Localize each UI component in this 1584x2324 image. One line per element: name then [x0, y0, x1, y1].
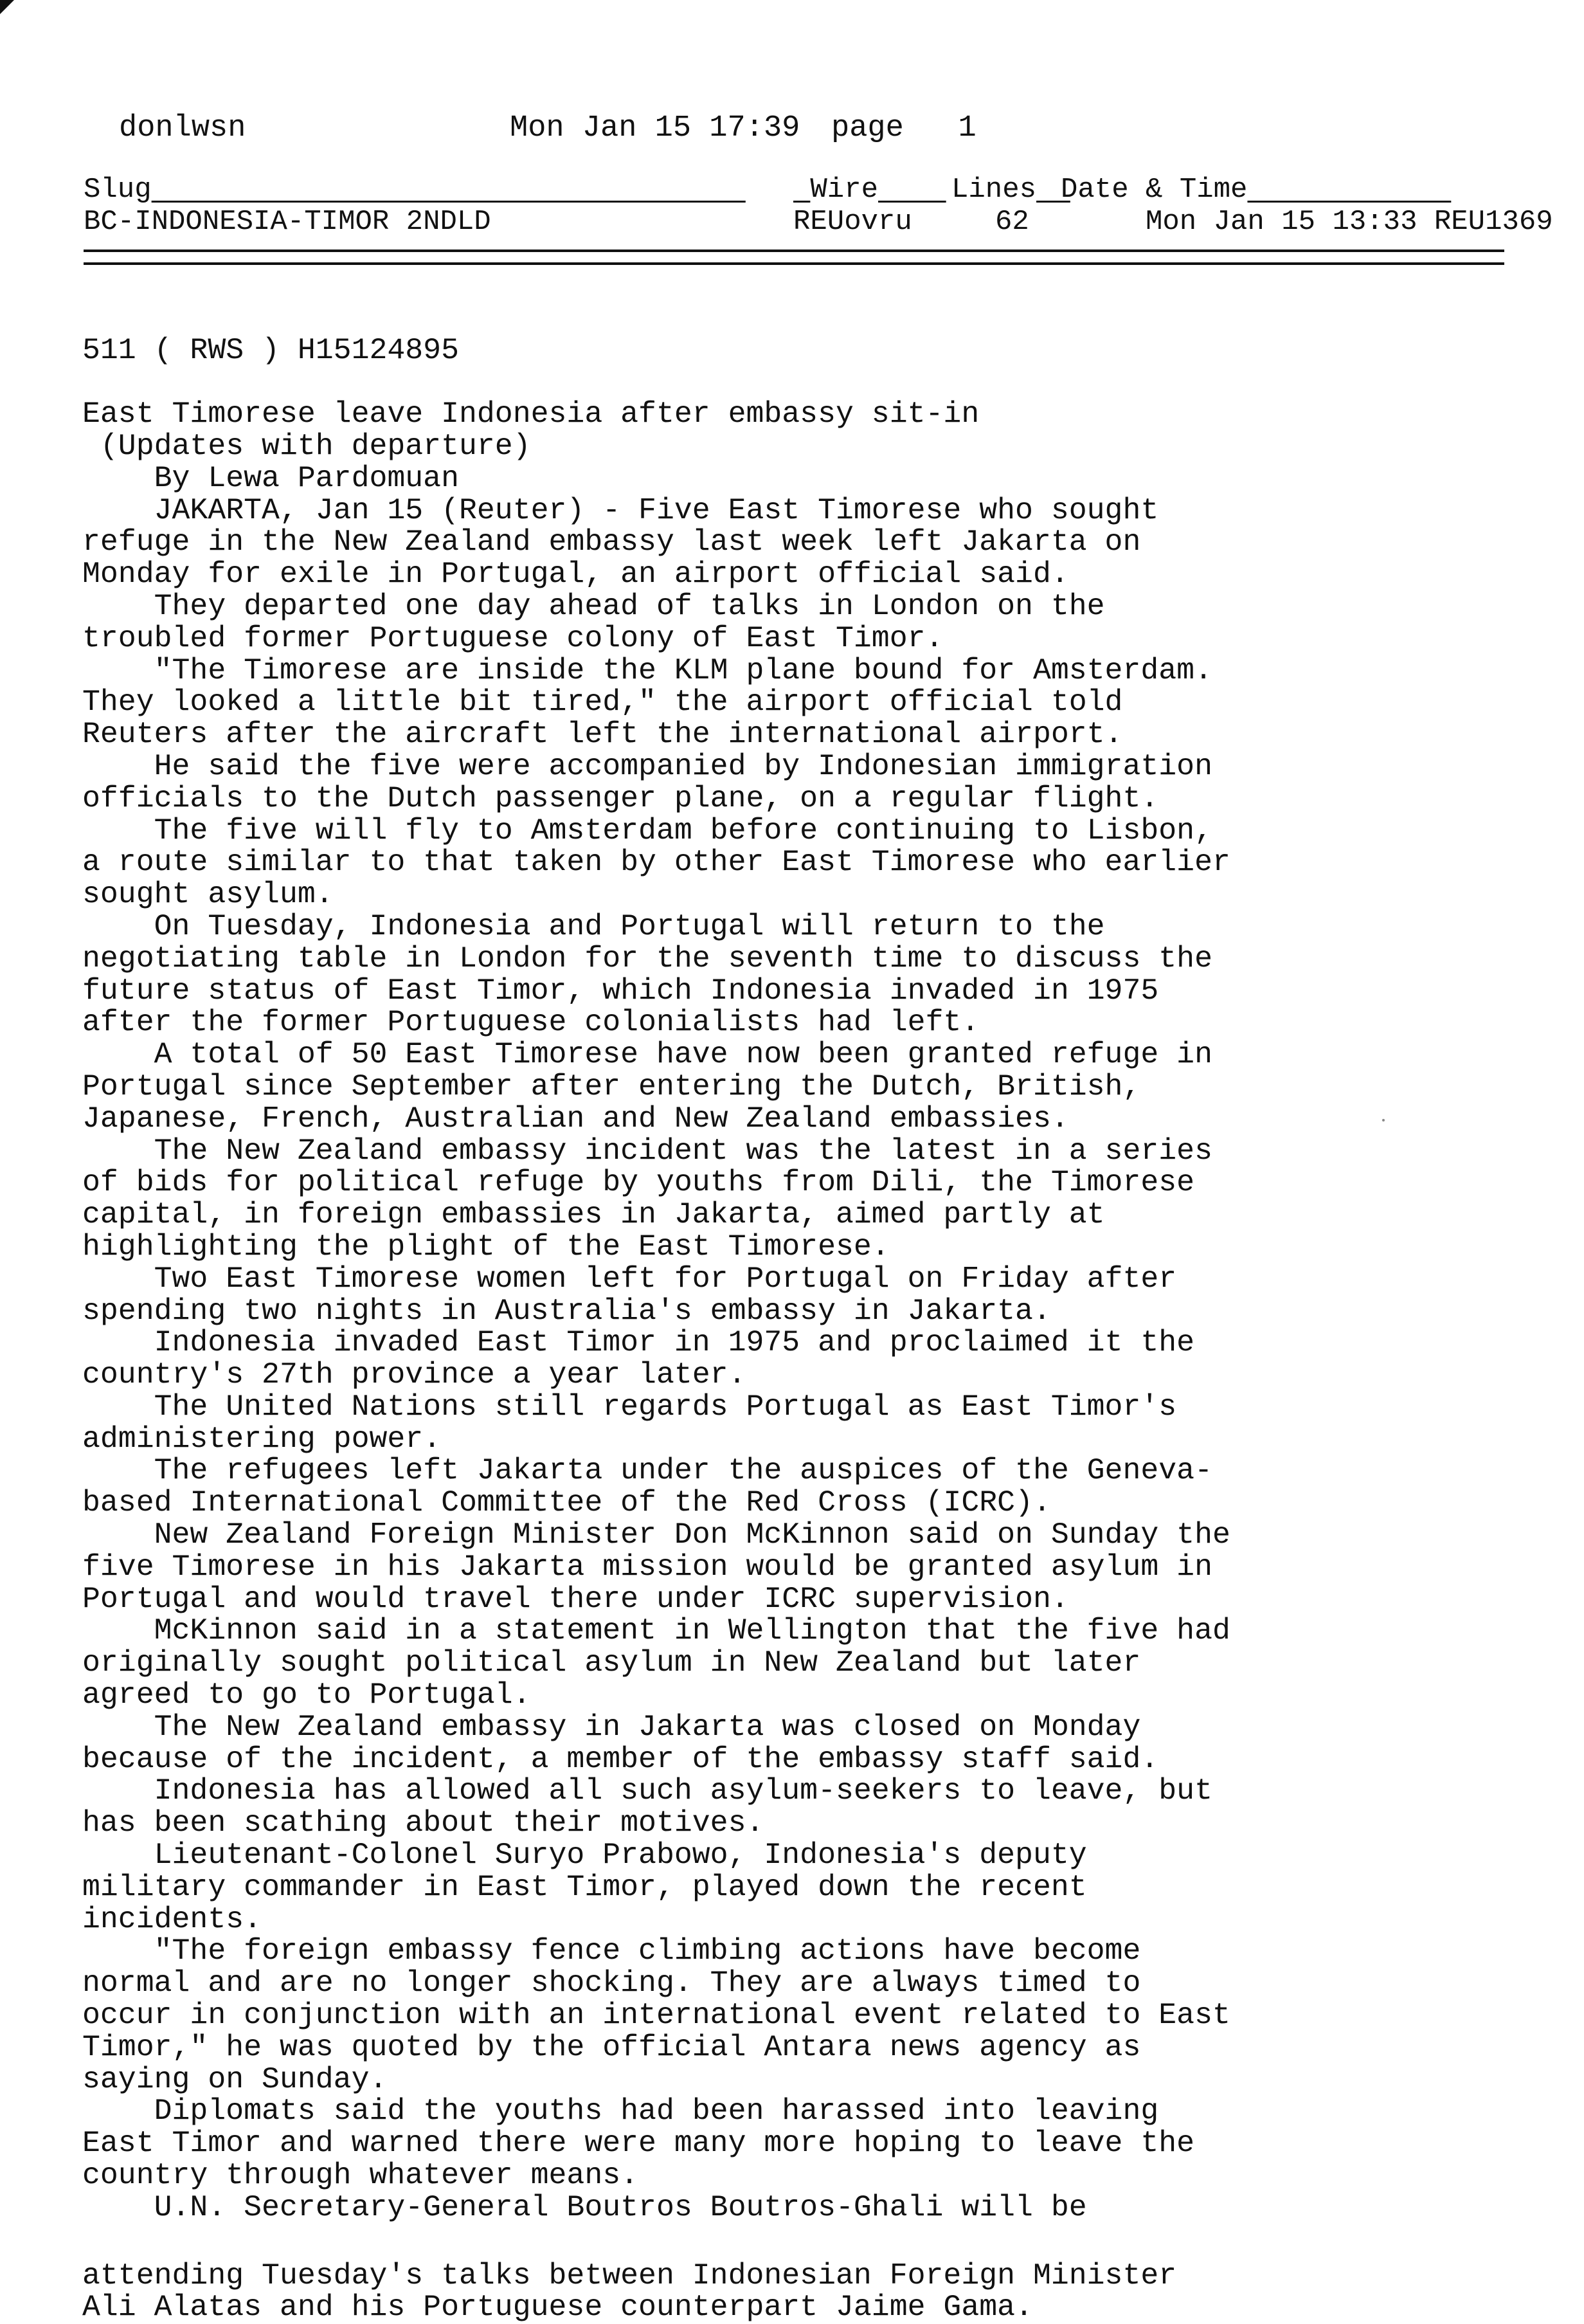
story-line: saying on Sunday. [82, 2062, 388, 2096]
header-page-label: page [831, 111, 904, 145]
story-line: Reuters after the aircraft left the international airport. [82, 717, 1123, 752]
story-continuation-line: Ali Alatas and his Portuguese counterpart Jaime Gama. [82, 2290, 1033, 2324]
slug-label-row [84, 174, 1504, 206]
page-corner-mark [0, 0, 14, 14]
story-line: administering power. [82, 1421, 442, 1456]
story-line: Portugal since September after entering the Dutch, British, [82, 1069, 1141, 1103]
story-line: JAKARTA, Jan 15 (Reuter) - Five East Timorese who sought [82, 493, 1159, 527]
story-line: The five will fly to Amsterdam before continuing to Lisbon, [82, 813, 1212, 848]
story-line: troubled former Portuguese colony of East Timor. [82, 621, 944, 655]
story-line: Indonesia has allowed all such asylum-seekers to leave, but [82, 1774, 1212, 1808]
story-line: East Timorese leave Indonesia after embassy sit-in [82, 397, 980, 431]
story-id-line: 511 ( RWS ) H15124895 [82, 332, 459, 367]
story-line: of bids for political refuge by youths from Dili, the Timorese [82, 1165, 1195, 1200]
story-line: country through whatever means. [82, 2158, 639, 2193]
story-line: spending two nights in Australia's embassy in Jakarta. [82, 1293, 1051, 1328]
story-line: negotiating table in London for the seventh time to discuss the [82, 941, 1212, 976]
story-line: country's 27th province a year later. [82, 1357, 746, 1392]
slug-table [84, 174, 1553, 238]
date-time-label: Date & Time [1061, 174, 1248, 206]
story-line: military commander in East Timor, played down the recent [82, 1869, 1087, 1904]
story-line: based International Committee of the Red Cross (ICRC). [82, 1485, 1051, 1520]
story-line: officials to the Dutch passenger plane, on a regular flight. [82, 781, 1159, 815]
story-line: U.N. Secretary-General Boutros Boutros-Ghali will be [82, 2190, 1087, 2224]
printout-header [119, 109, 1019, 148]
story-line: By Lewa Pardomuan [82, 460, 459, 495]
story-line: Portugal and would travel there under ICRC supervision. [82, 1581, 1069, 1616]
slug-value: BC-INDONESIA-TIMOR 2NDLD [84, 206, 491, 238]
story-line: because of the incident, a member of the embassy staff said. [82, 1741, 1159, 1776]
story-line: capital, in foreign embassies in Jakarta, aimed partly at [82, 1197, 1105, 1232]
story-line: Monday for exile in Portugal, an airport official said. [82, 557, 1069, 592]
story-line: The New Zealand embassy incident was the latest in a series [82, 1133, 1212, 1168]
story-line: highlighting the plight of the East Timorese. [82, 1229, 890, 1264]
story-line: (Updates with departure) [82, 428, 531, 463]
story-line: refuge in the New Zealand embassy last week left Jakarta on [82, 525, 1141, 559]
slug-label: Slug [84, 174, 152, 206]
story-line: The United Nations still regards Portugal as East Timor's [82, 1389, 1177, 1424]
story-line: Diplomats said the youths had been harassed into leaving [82, 2094, 1159, 2129]
story-line: Timor," he was quoted by the official Antara news agency as [82, 2029, 1141, 2064]
story-line: future status of East Timor, which Indonesia invaded in 1975 [82, 973, 1159, 1008]
story-line: "The foreign embassy fence climbing actions have become [82, 1934, 1141, 1968]
story-line: Lieutenant-Colonel Suryo Prabowo, Indonesia's deputy [82, 1838, 1087, 1873]
story-line: A total of 50 East Timorese have now been granted refuge in [82, 1037, 1212, 1072]
slug-value-row [84, 206, 1553, 238]
wire-label: Wire [810, 174, 879, 206]
date-time-value: Mon Jan 15 13:33 REU1369 [1146, 206, 1553, 238]
wire-value: REUovru [793, 206, 912, 238]
story-line: East Timor and warned there were many more hoping to leave the [82, 2126, 1195, 2161]
story-line: McKinnon said in a statement in Wellington that the five had [82, 1613, 1230, 1648]
story-line: Japanese, French, Australian and New Zealand embassies. [82, 1101, 1069, 1136]
header-page-number: 1 [958, 111, 977, 145]
story-line: occur in conjunction with an international event related to East [82, 1998, 1230, 2033]
story-line: He said the five were accompanied by Indonesian immigration [82, 749, 1212, 783]
header-page [831, 109, 977, 148]
story-line: They departed one day ahead of talks in London on the [82, 588, 1105, 623]
story-line: The New Zealand embassy in Jakarta was closed on Monday [82, 1709, 1141, 1744]
story-line: incidents. [82, 1902, 262, 1936]
story-line: They looked a little bit tired," the airport official told [82, 685, 1123, 720]
header-filename: donlwsn [119, 111, 246, 145]
story-continuation-line: attending Tuesday's talks between Indonesian Foreign Minister [82, 2258, 1177, 2292]
lines-label: Lines [951, 174, 1037, 206]
double-rule-separator [84, 250, 1504, 265]
header-datetime: Mon Jan 15 17:39 [510, 111, 800, 145]
story-line: The refugees left Jakarta under the auspices of the Geneva- [82, 1453, 1212, 1488]
story-line: after the former Portuguese colonialists had left. [82, 1005, 980, 1040]
story-body [82, 270, 1432, 2323]
story-line: normal and are no longer shocking. They are always timed to [82, 1966, 1141, 2001]
story-line: agreed to go to Portugal. [82, 1678, 531, 1712]
story-line: sought asylum. [82, 877, 334, 912]
story-line: five Timorese in his Jakarta mission would be granted asylum in [82, 1549, 1212, 1584]
story-line: originally sought political asylum in New Zealand but later [82, 1646, 1141, 1680]
story-line: a route similar to that taken by other East Timorese who earlier [82, 845, 1230, 880]
story-line: has been scathing about their motives. [82, 1806, 764, 1840]
lines-value: 62 [995, 206, 1029, 238]
scan-speck [1382, 1119, 1385, 1121]
story-line: On Tuesday, Indonesia and Portugal will return to the [82, 909, 1105, 943]
story-line: "The Timorese are inside the KLM plane bound for Amsterdam. [82, 653, 1212, 687]
story-line: Two East Timorese women left for Portugal on Friday after [82, 1261, 1177, 1296]
story-line: New Zealand Foreign Minister Don McKinnon said on Sunday the [82, 1518, 1230, 1552]
story-line: Indonesia invaded East Timor in 1975 and proclaimed it the [82, 1325, 1195, 1360]
